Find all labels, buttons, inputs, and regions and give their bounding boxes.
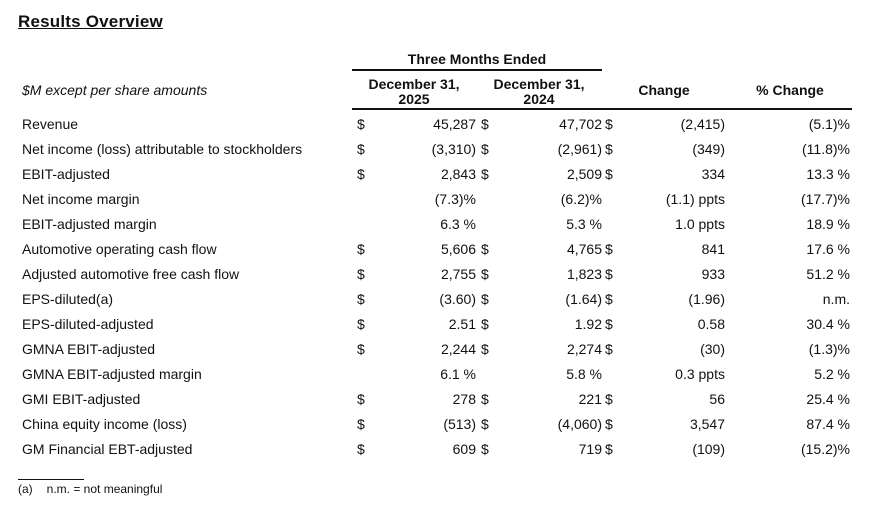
value-change: (349)	[692, 141, 725, 157]
dollar-sign: $	[481, 166, 489, 182]
value-2025: (3,310)	[431, 141, 476, 157]
value-pct-change: (15.2)%	[800, 441, 850, 457]
dollar-sign: $	[357, 291, 365, 307]
table-row	[0, 237, 890, 262]
value-2024: 1.92	[574, 316, 602, 332]
dollar-sign: $	[357, 391, 365, 407]
value-change: 933	[701, 266, 725, 282]
dollar-sign: $	[357, 116, 365, 132]
value-2025: 278	[452, 391, 476, 407]
value-2024: 4,765	[566, 241, 602, 257]
value-pct-change: 25.4 %	[806, 391, 850, 407]
dollar-sign: $	[357, 341, 365, 357]
dollar-sign: $	[481, 316, 489, 332]
value-2024: 1,823	[566, 266, 602, 282]
dollar-sign: $	[605, 441, 613, 457]
page-title: Results Overview	[18, 12, 163, 31]
dollar-sign: $	[481, 441, 489, 457]
value-pct-change: 30.4 %	[806, 316, 850, 332]
value-2024: 221	[578, 391, 602, 407]
value-2024: 2,274	[566, 341, 602, 357]
dollar-sign: $	[605, 266, 613, 282]
value-2025: 5,606	[440, 241, 476, 257]
dollar-sign: $	[357, 316, 365, 332]
group-header-rule	[352, 69, 602, 71]
value-change: (2,415)	[680, 116, 725, 132]
dollar-sign: $	[481, 416, 489, 432]
value-2025: 6.3 %	[440, 216, 476, 232]
value-change: 0.3 ppts	[675, 366, 725, 382]
row-label: EBIT-adjusted margin	[22, 216, 157, 232]
column-header-change: Change	[638, 82, 690, 98]
value-pct-change: (17.7)%	[800, 191, 850, 207]
footnote-rule	[18, 479, 84, 480]
dollar-sign: $	[357, 241, 365, 257]
value-2024: 2,509	[566, 166, 602, 182]
dollar-sign: $	[481, 241, 489, 257]
value-2024: (2,961)	[557, 141, 602, 157]
table-row	[0, 112, 890, 137]
table-row	[0, 137, 890, 162]
row-label: China equity income (loss)	[22, 416, 187, 432]
value-pct-change: (11.8)%	[802, 141, 850, 157]
value-pct-change: 51.2 %	[806, 266, 850, 282]
table-row	[0, 437, 890, 462]
table-row	[0, 262, 890, 287]
dollar-sign: $	[481, 341, 489, 357]
footnote-mark: (a)	[18, 482, 33, 496]
dollar-sign: $	[357, 141, 365, 157]
value-2025: 6.1 %	[440, 366, 476, 382]
value-pct-change: n.m.	[822, 291, 850, 307]
value-2024: 719	[578, 441, 602, 457]
row-label: EPS-diluted(a)	[22, 291, 114, 307]
value-2024: (4,060)	[557, 416, 602, 432]
row-label: Net income margin	[22, 191, 140, 207]
value-2024: 5.8 %	[566, 366, 602, 382]
value-pct-change: 18.9 %	[806, 216, 850, 232]
units-label: $M except per share amounts	[22, 82, 208, 98]
dollar-sign: $	[357, 266, 365, 282]
column-header-line: December 31,	[368, 76, 460, 92]
value-change: 0.58	[697, 316, 725, 332]
value-2025: (7.3)%	[434, 191, 476, 207]
table-row	[0, 287, 890, 312]
dollar-sign: $	[605, 141, 613, 157]
dollar-sign: $	[605, 291, 613, 307]
value-change: (30)	[700, 341, 725, 357]
column-header-line: 2024	[523, 91, 555, 107]
footnote-text: n.m. = not meaningful	[46, 482, 163, 496]
row-label: Net income (loss) attributable to stockholders	[22, 141, 303, 157]
table-row	[0, 337, 890, 362]
header-rule	[352, 108, 852, 110]
dollar-sign: $	[605, 416, 613, 432]
column-header-pct-change: % Change	[756, 82, 824, 98]
footnote	[18, 482, 162, 496]
table-row	[0, 312, 890, 337]
dollar-sign: $	[357, 441, 365, 457]
column-header-line: December 31,	[493, 76, 585, 92]
value-2025: 2,244	[440, 341, 476, 357]
value-pct-change: 87.4 %	[806, 416, 850, 432]
dollar-sign: $	[481, 141, 489, 157]
row-label: GMI EBIT-adjusted	[22, 391, 141, 407]
dollar-sign: $	[605, 341, 613, 357]
group-header: Three Months Ended	[407, 51, 547, 67]
row-label: EBIT-adjusted	[22, 166, 110, 182]
value-2024: 5.3 %	[566, 216, 602, 232]
dollar-sign: $	[605, 391, 613, 407]
dollar-sign: $	[605, 316, 613, 332]
dollar-sign: $	[357, 166, 365, 182]
row-label: Automotive operating cash flow	[22, 241, 217, 257]
value-2025: (513)	[443, 416, 476, 432]
column-header-dec-2025	[352, 77, 476, 107]
dollar-sign: $	[605, 166, 613, 182]
value-change: 56	[709, 391, 725, 407]
value-change: 1.0 ppts	[675, 216, 725, 232]
value-2024: (1.64)	[565, 291, 602, 307]
value-change: 3,547	[689, 416, 725, 432]
value-2025: 2.51	[448, 316, 476, 332]
table-row	[0, 362, 890, 387]
table-row	[0, 212, 890, 237]
value-change: 841	[701, 241, 725, 257]
value-2024: 47,702	[559, 116, 602, 132]
row-label: EPS-diluted-adjusted	[22, 316, 154, 332]
dollar-sign: $	[481, 116, 489, 132]
value-2025: 45,287	[433, 116, 476, 132]
dollar-sign: $	[481, 391, 489, 407]
table-row	[0, 187, 890, 212]
value-pct-change: 17.6 %	[806, 241, 850, 257]
dollar-sign: $	[481, 266, 489, 282]
dollar-sign: $	[481, 291, 489, 307]
value-2024: (6.2)%	[560, 191, 602, 207]
dollar-sign: $	[357, 416, 365, 432]
dollar-sign: $	[605, 241, 613, 257]
column-header-dec-2024	[477, 77, 601, 107]
value-pct-change: (5.1)%	[808, 116, 850, 132]
value-change: (109)	[692, 441, 725, 457]
value-2025: 2,843	[440, 166, 476, 182]
value-2025: 609	[452, 441, 476, 457]
table-row	[0, 412, 890, 437]
value-change: (1.96)	[688, 291, 725, 307]
value-2025: (3.60)	[439, 291, 476, 307]
value-change: 334	[701, 166, 725, 182]
row-label: Revenue	[22, 116, 79, 132]
row-label: GMNA EBIT-adjusted	[22, 341, 156, 357]
dollar-sign: $	[605, 116, 613, 132]
row-label: Adjusted automotive free cash flow	[22, 266, 240, 282]
table-row	[0, 162, 890, 187]
table-row	[0, 387, 890, 412]
row-label: GM Financial EBT-adjusted	[22, 441, 193, 457]
value-pct-change: 5.2 %	[814, 366, 850, 382]
value-2025: 2,755	[440, 266, 476, 282]
row-label: GMNA EBIT-adjusted margin	[22, 366, 202, 382]
value-change: (1.1) ppts	[665, 191, 725, 207]
value-pct-change: (1.3)%	[808, 341, 850, 357]
column-header-line: 2025	[398, 91, 430, 107]
value-pct-change: 13.3 %	[806, 166, 850, 182]
